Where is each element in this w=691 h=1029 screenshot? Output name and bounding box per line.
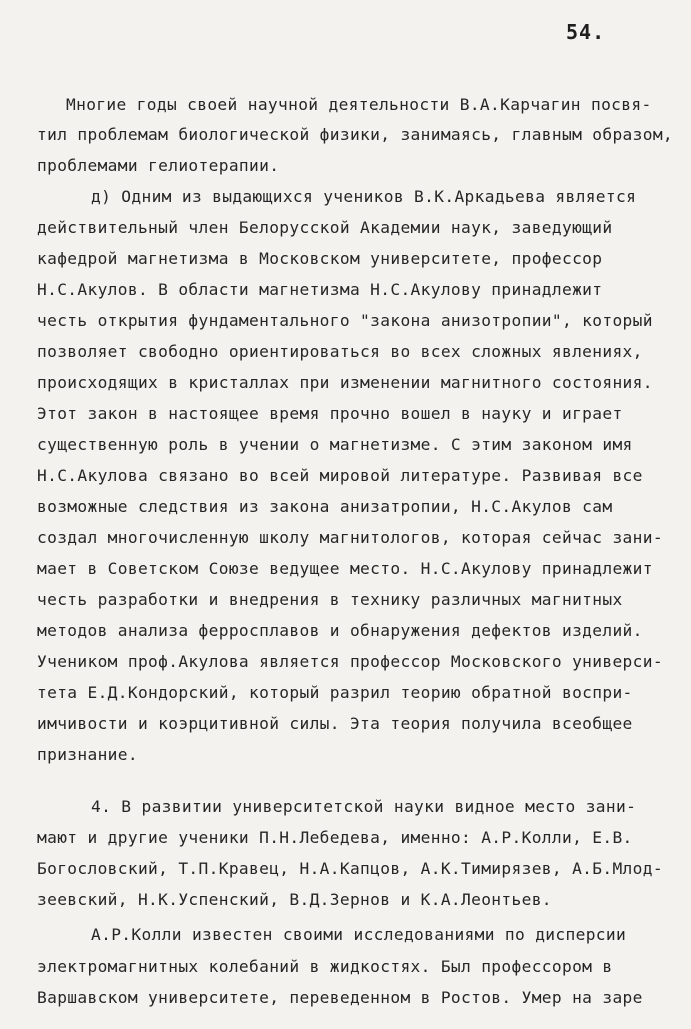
page-number: 54. [566, 20, 606, 44]
text-line: зеевский, Н.К.Успенский, В.Д.Зернов и К.А.Леонтьев. [37, 890, 552, 909]
text-line: существенную роль в учении о магнетизме. С этим законом имя [37, 435, 633, 454]
text-line: честь разработки и внедрения в технику различных магнитных [37, 590, 623, 609]
text-line: методов анализа ферросплавов и обнаружения дефектов изделий. [37, 621, 643, 640]
text-line: кафедрой магнетизма в Московском университете, профессор [37, 249, 603, 268]
text-line: 4. В развитии университетской науки видное место зани- [91, 797, 637, 816]
text-line: д) Одним из выдающихся учеников В.К.Аркадьева является [91, 187, 637, 206]
text-line: Этот закон в настоящее время прочно вошел в науку и играет [37, 404, 623, 423]
text-line: честь открытия фундаментального "закона анизотропии", который [37, 311, 653, 330]
text-line: создал многочисленную школу магнитологов, которая сейчас зани- [37, 528, 663, 547]
text-line: мает в Советском Союзе ведущее место. Н.С.Акулову принадлежит [37, 559, 653, 578]
text-line: тил проблемам биологической физики, занимаясь, главным образом, [37, 125, 674, 144]
text-line: позволяет свободно ориентироваться во всех сложных явлениях, [37, 342, 643, 361]
text-line: Богословский, Т.П.Кравец, Н.А.Капцов, А.К.Тимирязев, А.Б.Млод- [37, 859, 663, 878]
text-line: А.Р.Колли известен своими исследованиями по дисперсии [91, 925, 627, 944]
text-line: мают и другие ученики П.Н.Лебедева, именно: А.Р.Колли, Е.В. [37, 828, 633, 847]
text-line: Н.С.Акулов. В области магнетизма Н.С.Акулову принадлежит [37, 280, 603, 299]
text-line: происходящих в кристаллах при изменении магнитного состояния. [37, 373, 653, 392]
text-line: возможные следствия из закона анизатропии, Н.С.Акулов сам [37, 497, 613, 516]
text-line: электромагнитных колебаний в жидкостях. Был профессором в [37, 957, 613, 976]
text-line: действительный член Белорусской Академии наук, заведующий [37, 218, 613, 237]
text-line: Учеником проф.Акулова является профессор Московского универси- [37, 652, 663, 671]
text-line: Многие годы своей научной деятельности В.А.Карчагин посвя- [66, 95, 652, 114]
text-line: имчивости и коэрцитивной силы. Эта теория получила всеобщее [37, 714, 633, 733]
text-line: Варшавском университете, переведенном в Ростов. Умер на заре [37, 988, 643, 1007]
text-line: проблемами гелиотерапии. [37, 156, 280, 175]
text-line: тета Е.Д.Кондорский, который разрил теорию обратной воспри- [37, 683, 633, 702]
text-line: признание. [37, 745, 138, 764]
text-line: Н.С.Акулова связано во всей мировой литературе. Развивая все [37, 466, 643, 485]
